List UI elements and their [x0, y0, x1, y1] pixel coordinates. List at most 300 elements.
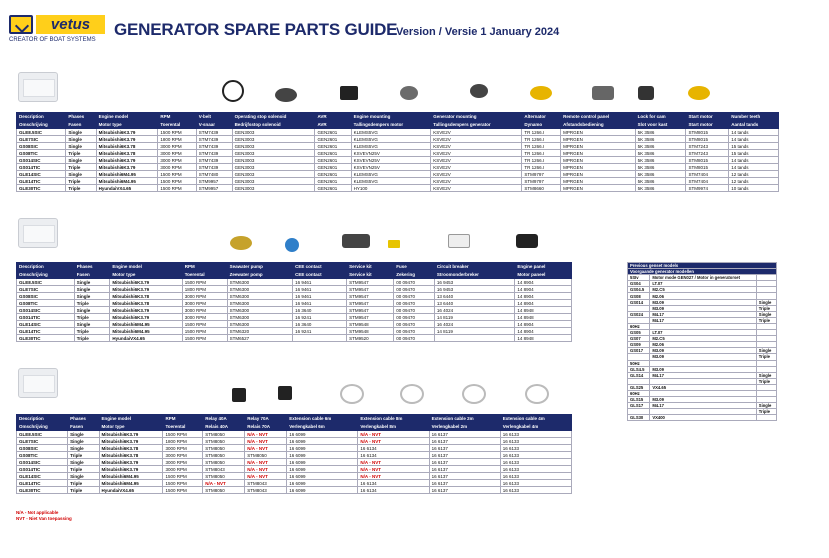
column-header-nl: Toerental: [182, 271, 227, 279]
table-cell: TR 1266.I: [522, 129, 561, 136]
table-cell: STM6300: [227, 300, 293, 307]
table-cell: KSVE2V: [431, 185, 522, 192]
table-cell: 14 8948: [515, 314, 572, 321]
column-header-nl: Stroomonderbreker: [434, 271, 514, 279]
table-cell: Mitsubishi6M4.95: [96, 178, 158, 185]
previous-models-cell: 50Hz: [628, 360, 650, 366]
previous-models-cell: M2.06: [650, 293, 756, 299]
table-cell: 00 09470: [394, 328, 435, 335]
table-row: [17, 438, 572, 445]
table-cell: STM7439: [196, 143, 232, 150]
table-cell: Mitsubishi6K3.79: [110, 286, 182, 293]
table-cell: GEN2601: [315, 178, 351, 185]
table-row: [17, 279, 572, 286]
table-cell: GEN3003: [232, 136, 315, 143]
table-cell: STM9797: [522, 178, 561, 185]
table-cell: STM7439: [196, 164, 232, 171]
table-cell: 14 tands: [729, 129, 779, 136]
table-cell: 5K 3586: [635, 164, 686, 171]
table-cell: Single: [66, 171, 96, 178]
table-header-row: [17, 263, 572, 271]
table-cell: Single: [66, 129, 96, 136]
table-cell: Mitsubishi6K3.78: [96, 150, 158, 157]
version-label: Version / Versie 1 January 2024: [396, 26, 560, 38]
table-cell: 16 6134: [358, 452, 429, 459]
parts-table-3: [16, 414, 572, 494]
table-cell: GLE14TIC: [17, 328, 75, 335]
previous-models-cell: [756, 415, 776, 421]
table-cell: 13 6440: [434, 293, 514, 300]
table-cell: GEN3003: [232, 178, 315, 185]
generator-mount-icon: [470, 84, 488, 98]
column-header-nl: Motor type: [110, 271, 182, 279]
previous-models-cell: M2.06: [650, 342, 756, 348]
previous-models-table: [627, 262, 777, 421]
table-cell: N/A - NVT: [203, 480, 245, 487]
table-cell: GS014TIC: [17, 164, 66, 171]
table-cell: 16 6134: [358, 445, 429, 452]
table-cell: MPRGEN: [561, 178, 636, 185]
column-header: Engine model: [99, 415, 163, 423]
table-cell: 16 6099: [287, 438, 358, 445]
table-cell: 12 tands: [729, 171, 779, 178]
column-header: Generator mounting: [431, 113, 522, 121]
table-cell: GLE30TIC: [17, 487, 68, 494]
previous-models-cell: Triple: [756, 378, 776, 384]
table-cell: Single: [68, 431, 99, 438]
table-cell: 16 6133: [500, 438, 571, 445]
service-kit-icon: [342, 234, 370, 248]
column-header-nl: Zeewater pomp: [227, 271, 293, 279]
table-cell: GS014SIC: [17, 307, 75, 314]
previous-models-cell: Single: [756, 299, 776, 305]
table-cell: STM9547: [347, 293, 394, 300]
table-cell: 14 8904: [515, 286, 572, 293]
table-cell: GEN3003: [232, 171, 315, 178]
avr-icon: [340, 86, 358, 100]
engine-panel-icon: [516, 234, 538, 248]
previous-models-cell: Single: [756, 372, 776, 378]
table-cell: 5K 3586: [635, 143, 686, 150]
table-cell: STM6300: [227, 314, 293, 321]
table-cell: 16 6137: [429, 459, 500, 466]
table-cell: GS014TIC: [17, 314, 75, 321]
table-cell: 3000 RPM: [182, 307, 227, 314]
table-cell: STM9957: [196, 178, 232, 185]
previous-models-cell: M3.09: [650, 397, 756, 403]
column-header-nl: Fasen: [66, 121, 96, 129]
table-cell: 16 6137: [429, 431, 500, 438]
table-cell: TR 1266.I: [522, 136, 561, 143]
table-cell: GS014SIC: [17, 459, 68, 466]
table-cell: STM7439: [196, 157, 232, 164]
table-cell: 00 09470: [394, 286, 435, 293]
previous-models-cell: M3.09: [650, 354, 756, 360]
table-header-row: [17, 271, 572, 279]
previous-models-cell: M3.09: [650, 305, 756, 311]
column-header: Engine mounting: [351, 113, 431, 121]
table-row: [17, 143, 779, 150]
table-cell: 3000 RPM: [163, 466, 203, 473]
column-header: Service kit: [347, 263, 394, 271]
table-cell: 3000 RPM: [163, 459, 203, 466]
cable-2m-icon: [462, 384, 486, 404]
table-cell: Mitsubishi6M4.95: [99, 480, 163, 487]
table-cell: Single: [68, 459, 99, 466]
column-header: Lock for cam: [635, 113, 686, 121]
table-cell: STM9547: [347, 286, 394, 293]
table-cell: 16 6137: [429, 445, 500, 452]
table-cell: 1500 RPM: [182, 328, 227, 335]
table-cell: STM7480: [196, 171, 232, 178]
table-cell: STM7243: [686, 143, 729, 150]
table-cell: 00 09470: [394, 314, 435, 321]
table-cell: Mitsubishi6K3.79: [96, 129, 158, 136]
column-header: Description: [17, 263, 75, 271]
table-cell: 3000 RPM: [158, 157, 196, 164]
table-cell: STM8660: [522, 185, 561, 192]
table-cell: 16 9461: [293, 286, 347, 293]
table-cell: GLE7SIC: [17, 286, 75, 293]
table-header-row: [17, 121, 779, 129]
previous-models-cell: VX400: [650, 415, 756, 421]
previous-models-cell: 60Hz: [628, 390, 650, 396]
table-cell: GS08SIC: [17, 293, 75, 300]
table-cell: 16 6133: [500, 445, 571, 452]
table-cell: 5K 3586: [635, 136, 686, 143]
table-cell: 1500 RPM: [182, 321, 227, 328]
table-cell: GLE30TIC: [17, 185, 66, 192]
column-header: Start motor: [686, 113, 729, 121]
table-row: [17, 431, 572, 438]
seawater-pump-icon: [230, 236, 252, 250]
column-header-nl: Toerental: [163, 423, 203, 431]
cable-8m-icon: [400, 384, 424, 404]
column-header-nl: Omschrijving: [17, 423, 68, 431]
column-header: RPM: [163, 415, 203, 423]
table-cell: STM8050: [203, 459, 245, 466]
generator-image: [18, 368, 58, 398]
table-cell: STM8015: [686, 136, 729, 143]
table-cell: 00 09470: [394, 300, 435, 307]
cee-contact-icon: [285, 238, 299, 252]
table-cell: STM9547: [347, 279, 394, 286]
previous-models-cell: GS08: [628, 293, 650, 299]
column-header-nl: Tallingsdempers motor: [351, 121, 431, 129]
column-header-nl: Tallingsdempers generator: [431, 121, 522, 129]
table-cell: Mitsubishi6K3.78: [96, 143, 158, 150]
table-cell: Triple: [68, 466, 99, 473]
table-cell: N/A - NVT: [358, 438, 429, 445]
table-cell: 16 6099: [287, 480, 358, 487]
table-cell: 16 3640: [293, 307, 347, 314]
table-cell: GS014TIC: [17, 466, 68, 473]
previous-models-cell: M2.C5: [650, 287, 756, 293]
table-cell: STM6527: [227, 335, 293, 342]
table-row: [17, 150, 779, 157]
table-cell: 3000 RPM: [158, 143, 196, 150]
previous-models-cell: GLS4.5: [628, 366, 650, 372]
table-cell: Triple: [74, 300, 110, 307]
table-cell: [293, 335, 347, 342]
table-cell: GLE7SIC: [17, 136, 66, 143]
table-cell: STM8050: [203, 431, 245, 438]
table-row: [17, 293, 572, 300]
table-cell: N/A - NVT: [245, 473, 287, 480]
table-cell: GEN2601: [315, 157, 351, 164]
table-row: [17, 473, 572, 480]
column-header: RPM: [182, 263, 227, 271]
table-cell: N/A - NVT: [358, 459, 429, 466]
table-cell: Mitsubishi6M4.95: [99, 473, 163, 480]
table-cell: Mitsubishi6K3.79: [99, 466, 163, 473]
table-cell: GS08TIC: [17, 452, 68, 459]
table-cell: N/A - NVT: [358, 473, 429, 480]
table-cell: GEN3003: [232, 185, 315, 192]
table-cell: KSVE2V: [431, 150, 522, 157]
table-cell: Mitsubishi6K3.79: [110, 314, 182, 321]
table-cell: 3000 RPM: [182, 314, 227, 321]
table-cell: GS08TIC: [17, 300, 75, 307]
previous-models-cell: M3.09: [650, 366, 756, 372]
table-cell: GEN2601: [315, 129, 351, 136]
table-cell: STM6320: [227, 328, 293, 335]
table-cell: Triple: [74, 328, 110, 335]
previous-models-cell: GS04.5: [628, 287, 650, 293]
fuse-icon: [388, 240, 400, 248]
table-cell: 1500 RPM: [158, 185, 196, 192]
table-cell: 14 8904: [515, 321, 572, 328]
previous-models-cell: GS017: [628, 348, 650, 354]
column-header-nl: Verlengkabel 4m: [500, 423, 571, 431]
table-cell: 3000 RPM: [158, 150, 196, 157]
table-row: [17, 300, 572, 307]
previous-models-cell: M2.C5: [650, 336, 756, 342]
legend-nvt: NVT - Niet Van toepassing: [16, 516, 72, 521]
previous-models-cell: GS04: [628, 281, 650, 287]
column-header-nl: Slot voor kast: [635, 121, 686, 129]
table-cell: 16 6134: [358, 487, 429, 494]
table-cell: N/A - NVT: [245, 466, 287, 473]
table-cell: GS08SIC: [17, 143, 66, 150]
table-cell: MPRGEN: [561, 143, 636, 150]
vetus-v-icon: [9, 15, 33, 34]
table-cell: Mitsubishi6M4.95: [110, 328, 182, 335]
table-cell: GLE7SIC: [17, 438, 68, 445]
table-cell: Mitsubishi6K3.78: [110, 300, 182, 307]
previous-models-cell: M3.09: [650, 348, 756, 354]
table-cell: Mitsubishi6K3.78: [99, 452, 163, 459]
engine-mount-icon: [400, 86, 418, 100]
table-cell: Triple: [68, 480, 99, 487]
table-cell: Mitsubishi6K3.79: [110, 279, 182, 286]
relay-40a-icon: [232, 388, 246, 402]
column-header: Remote control panel: [561, 113, 636, 121]
table-row: [17, 185, 779, 192]
previous-models-cell: Triple: [756, 409, 776, 415]
column-header: Circuit breaker: [434, 263, 514, 271]
table-cell: Triple: [74, 335, 110, 342]
table-cell: GEN3003: [232, 143, 315, 150]
previous-models-cell: 5SIv: [628, 275, 650, 281]
table-cell: 16 6133: [500, 452, 571, 459]
column-header: Phases: [74, 263, 110, 271]
table-cell: GEN2601: [315, 185, 351, 192]
previous-models-cell: GS07: [628, 336, 650, 342]
previous-models-cell: GLS17: [628, 403, 650, 409]
table-cell: 13 6440: [434, 300, 514, 307]
table-cell: KLEMS5VG: [351, 171, 431, 178]
table-cell: 1800 RPM: [158, 136, 196, 143]
previous-models-cell: M4.17: [650, 403, 756, 409]
circuit-breaker-icon: [448, 234, 470, 248]
table-row: [17, 164, 779, 171]
table-cell: KSVE2V: [431, 178, 522, 185]
table-cell: STM9974: [686, 185, 729, 192]
previous-models-title: Voorgaande generator modellen: [628, 269, 777, 275]
table-cell: Single: [66, 157, 96, 164]
table-cell: STM8050: [203, 473, 245, 480]
table-cell: STM8050: [203, 487, 245, 494]
table-cell: Single: [68, 438, 99, 445]
table-cell: 16 6134: [358, 480, 429, 487]
previous-models-cell: GS09: [628, 342, 650, 348]
table-cell: 16 9453: [434, 279, 514, 286]
table-cell: STM7243: [686, 150, 729, 157]
column-header-nl: Omschrijving: [17, 271, 75, 279]
table-cell: 3000 RPM: [182, 300, 227, 307]
table-cell: Single: [74, 286, 110, 293]
table-cell: KSVEVN25V: [351, 164, 431, 171]
column-header-nl: Dynamo: [522, 121, 561, 129]
table-row: [17, 314, 572, 321]
table-cell: STM8043: [203, 466, 245, 473]
table-cell: STM8050: [203, 452, 245, 459]
table-cell: 14 tands: [729, 157, 779, 164]
cable-6m-icon: [340, 384, 364, 404]
table-cell: GLE14TIC: [17, 480, 68, 487]
table-cell: KLEMS5VG: [351, 143, 431, 150]
table-cell: Mitsubishi6K3.79: [96, 164, 158, 171]
previous-models-cell: Motor mode GEN027 / Motor in generatorset: [650, 275, 756, 281]
table-row: [17, 321, 572, 328]
lock-icon: [638, 86, 654, 100]
table-cell: KLEMS5VG: [351, 178, 431, 185]
table-cell: Single: [74, 321, 110, 328]
table-cell: STM8050: [245, 452, 287, 459]
table-cell: STM7404: [686, 178, 729, 185]
table-cell: STM8015: [686, 157, 729, 164]
column-header: Description: [17, 415, 68, 423]
column-header: Engine model: [110, 263, 182, 271]
table-cell: GEN3003: [232, 164, 315, 171]
table-cell: 16 4024: [434, 321, 514, 328]
table-cell: Mitsubishi6K3.79: [99, 431, 163, 438]
table-row: [17, 487, 572, 494]
table-cell: KLEMS5VG: [351, 136, 431, 143]
table-cell: STM9547: [347, 300, 394, 307]
column-header: Extension cable 4m: [500, 415, 571, 423]
previous-models-cell: GLS30: [628, 415, 650, 421]
table-cell: 5K 3586: [635, 185, 686, 192]
column-header-nl: Motor type: [99, 423, 163, 431]
table-cell: Triple: [68, 452, 99, 459]
table-cell: N/A - NVT: [358, 466, 429, 473]
table-cell: GLE14SIC: [17, 473, 68, 480]
table-cell: 14 8948: [515, 335, 572, 342]
table-cell: 16 6099: [287, 487, 358, 494]
column-header-nl: CEE contact: [293, 271, 347, 279]
table-cell: GEN2601: [315, 164, 351, 171]
table-cell: STM8043: [245, 480, 287, 487]
table-cell: HyundaiVX4.65: [99, 487, 163, 494]
table-cell: 16 6137: [429, 487, 500, 494]
table-cell: STM9548: [347, 321, 394, 328]
previous-models-cell: LT.07: [650, 281, 756, 287]
previous-models-cell: GLS14: [628, 372, 650, 378]
column-header: RPM: [158, 113, 196, 121]
parts-table-1: [16, 112, 779, 192]
table-cell: N/A - NVT: [245, 445, 287, 452]
table-cell: GLE8.5SIC: [17, 431, 68, 438]
table-cell: 16 6133: [500, 466, 571, 473]
table-cell: STM8050: [203, 445, 245, 452]
column-header: Relay 70A: [245, 415, 287, 423]
column-header-nl: Aantal tands: [729, 121, 779, 129]
table-row: [17, 328, 572, 335]
table-row: [17, 157, 779, 164]
table-cell: Single: [66, 143, 96, 150]
table-cell: 14 8119: [434, 314, 514, 321]
table-cell: 16 6099: [287, 452, 358, 459]
table-cell: GEN2601: [315, 136, 351, 143]
table-cell: 10 tands: [729, 185, 779, 192]
table-cell: Triple: [68, 487, 99, 494]
table-row: [17, 307, 572, 314]
table-cell: GLE30TIC: [17, 335, 75, 342]
table-header-row: [17, 423, 572, 431]
table-cell: 3000 RPM: [158, 164, 196, 171]
previous-models-cell: 60Hz: [628, 323, 650, 329]
table-cell: KSVE2V: [431, 129, 522, 136]
table-cell: Mitsubishi6K3.79: [110, 307, 182, 314]
table-cell: 16 6133: [500, 459, 571, 466]
remote-panel-icon: [592, 86, 614, 100]
table-cell: 16 6133: [500, 480, 571, 487]
table-cell: 16 4024: [434, 307, 514, 314]
column-header-nl: Motor type: [96, 121, 158, 129]
table-cell: MPRGEN: [561, 129, 636, 136]
table-cell: Mitsubishi6K3.79: [96, 157, 158, 164]
table-cell: Triple: [66, 164, 96, 171]
table-cell: MPRGEN: [561, 136, 636, 143]
table-row: [17, 286, 572, 293]
table-cell: STM6300: [227, 293, 293, 300]
table-cell: 3000 RPM: [182, 293, 227, 300]
column-header-nl: Start motor: [686, 121, 729, 129]
table-cell: Mitsubishi6K3.79: [99, 438, 163, 445]
table-cell: MPRGEN: [561, 164, 636, 171]
table-cell: Single: [74, 293, 110, 300]
alternator-icon: [530, 86, 552, 100]
table-row: [17, 480, 572, 487]
table-cell: STM8050: [203, 438, 245, 445]
previous-models-row: [628, 415, 777, 421]
legend: [16, 510, 72, 522]
table-cell: STM8015: [686, 164, 729, 171]
previous-models-title: Previous genset models: [628, 263, 777, 269]
previous-models-cell: Single: [756, 348, 776, 354]
